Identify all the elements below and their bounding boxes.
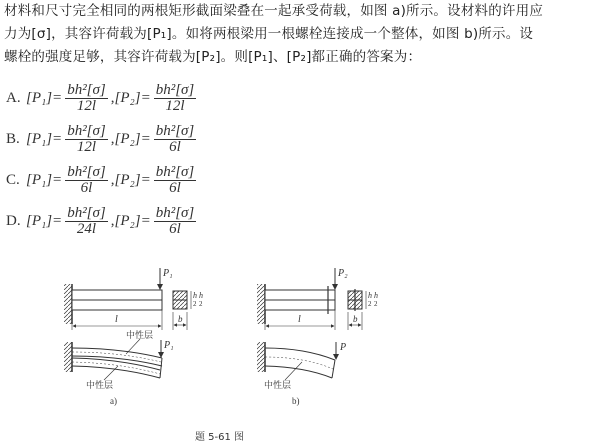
neutral-layer-label-a-1: 中性层 xyxy=(126,331,154,341)
question-line-2: 力为[σ]，其容许荷载为[P₁]。如将两根梁用一根螺栓连接成一个整体，如图 b)所示。设 xyxy=(4,26,534,42)
wall-support-icon xyxy=(257,284,265,324)
option-label: B. xyxy=(6,131,20,147)
fraction-numerator: bh²[σ] xyxy=(155,164,195,180)
subfigure-label-b: b) xyxy=(292,396,300,406)
two-label-a-1: 2 xyxy=(193,300,197,308)
fraction-denominator: 6l xyxy=(169,139,181,155)
answer-options xyxy=(6,78,326,242)
fraction-numerator: bh²[σ] xyxy=(155,205,195,221)
fraction-denominator: 6l xyxy=(169,221,181,237)
p1-label: [P₁]= xyxy=(26,172,63,188)
wall-support-icon xyxy=(64,284,72,324)
option-a[interactable] xyxy=(6,78,326,119)
h-label-a-1: h xyxy=(193,291,197,300)
fraction-numerator: bh²[σ] xyxy=(67,123,106,139)
width-label-b: b xyxy=(353,314,358,324)
fraction-denominator: 12l xyxy=(76,98,97,114)
separator: , xyxy=(110,90,115,106)
h-label-a-2: h xyxy=(199,291,203,300)
option-c[interactable] xyxy=(6,160,326,201)
neutral-layer-label-a-2: 中性层 xyxy=(86,381,114,391)
fraction-numerator: bh²[σ] xyxy=(155,123,195,139)
fraction-denominator: 12l xyxy=(165,98,185,114)
bent-beams-a xyxy=(64,339,162,380)
option-label: C. xyxy=(6,172,20,188)
fraction-numerator: bh²[σ] xyxy=(155,82,195,98)
beam-upper xyxy=(72,290,162,300)
two-label-b-1: 2 xyxy=(368,300,372,308)
question-line-1: 材料和尺寸完全相同的两根矩形截面梁叠在一起承受荷载，如图 a)所示。设材料的许用应 xyxy=(4,3,544,19)
question-stem xyxy=(4,0,604,69)
span-label-b: l xyxy=(298,314,301,325)
p2-fraction xyxy=(154,165,197,196)
question-line-3: 螺栓的强度足够，其容许荷载为[P₂]。则[P₁]、[P₂]都正确的答案为： xyxy=(4,49,422,65)
neutral-layer-label-b: 中性层 xyxy=(264,381,292,391)
p1-label: [P₁]= xyxy=(26,131,63,147)
figure-a xyxy=(64,268,203,406)
load-label-p1: P₁ xyxy=(163,268,173,279)
p1-fraction xyxy=(65,124,108,155)
p2-label: [P₂]= xyxy=(114,131,151,147)
option-label: D. xyxy=(6,213,21,229)
p2-fraction xyxy=(154,124,197,155)
fraction-numerator: bh²[σ] xyxy=(67,82,106,98)
beam-lower xyxy=(72,300,162,310)
load-label-p-bent: P xyxy=(340,342,347,353)
load-label-p2: P₂ xyxy=(338,268,348,279)
p2-fraction xyxy=(154,206,197,237)
separator: , xyxy=(110,131,115,147)
p1-label: [P₁]= xyxy=(26,90,63,106)
h-label-b-2: h xyxy=(374,291,378,300)
p1-fraction xyxy=(65,165,108,196)
cross-section-a xyxy=(173,291,191,330)
width-label-a: b xyxy=(178,314,183,324)
p2-label: [P₂]= xyxy=(114,172,151,188)
subfigure-label-a: a) xyxy=(110,396,117,406)
fraction-denominator: 24l xyxy=(76,221,97,237)
two-label-b-2: 2 xyxy=(374,300,378,308)
figure-b xyxy=(257,268,378,406)
fraction-denominator: 12l xyxy=(76,139,97,155)
fraction-numerator: bh²[σ] xyxy=(67,164,106,180)
option-d[interactable] xyxy=(6,201,326,242)
separator: , xyxy=(110,172,115,188)
load-label-p1-bent: P₁ xyxy=(164,340,174,351)
option-b[interactable] xyxy=(6,119,326,160)
option-label: A. xyxy=(6,90,21,106)
p2-fraction xyxy=(154,83,197,114)
beam-figure xyxy=(60,262,440,447)
bent-beam-b xyxy=(257,342,336,380)
p1-label: [P₁]= xyxy=(26,213,63,229)
span-label-a: l xyxy=(115,314,118,325)
p1-fraction xyxy=(65,83,108,114)
p2-label: [P₂]= xyxy=(114,90,151,106)
fraction-denominator: 6l xyxy=(169,180,181,196)
separator: , xyxy=(110,213,115,229)
fraction-numerator: bh²[σ] xyxy=(67,205,106,221)
p1-fraction xyxy=(65,206,108,237)
p2-label: [P₂]= xyxy=(114,213,151,229)
fraction-denominator: 6l xyxy=(80,180,93,196)
figure-caption: 题 5-61 图 xyxy=(195,432,245,443)
h-label-b-1: h xyxy=(368,291,372,300)
two-label-a-2: 2 xyxy=(199,300,203,308)
